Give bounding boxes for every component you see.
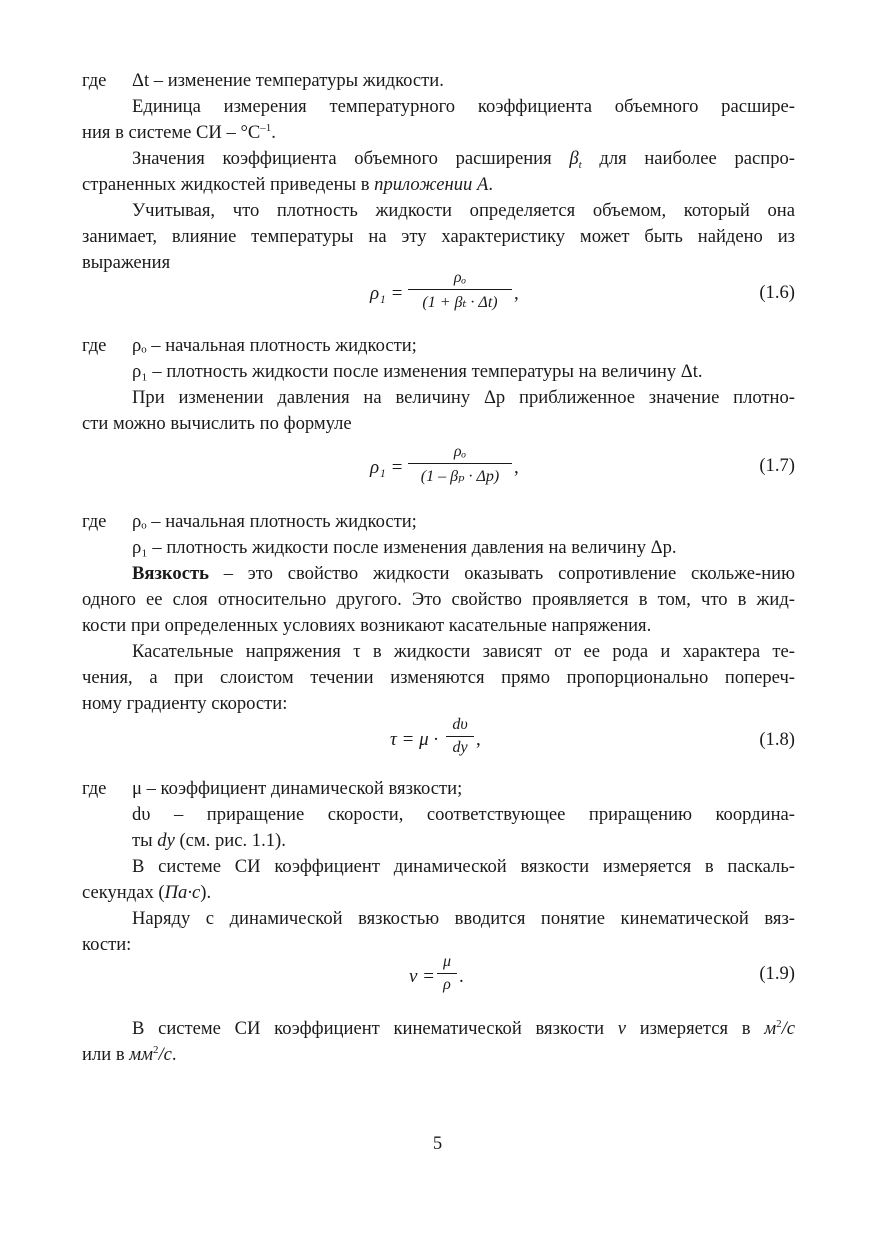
- paragraph-si-kinematic-line-2: или в $мм^2/с$.: [82, 1044, 177, 1065]
- formula-1-8-numerator: dυ: [452, 716, 468, 733]
- fraction-bar: [446, 736, 474, 737]
- paragraph-pressure-line-1: При изменении давления на величину Δp приближенное значение плотно-: [132, 387, 795, 408]
- equation-number-1-7: (1.7): [759, 455, 795, 476]
- paragraph-density-line-3: выражения: [82, 252, 171, 273]
- formula-1-6-lhs: ρ₁ =: [370, 283, 404, 304]
- page-number: 5: [432, 1133, 443, 1154]
- paragraph-shear-line-2: чения, а при слоистом течении изменяются прямо пропорционально попереч-: [82, 667, 795, 688]
- definition-rho-o: ρₒ – начальная плотность жидкости;: [132, 511, 417, 532]
- paragraph-values-line-2: страненных жидкостей приведены в приложении А.: [82, 174, 493, 195]
- paragraph-kinematic-line-1: Наряду с динамической вязкостью вводится понятие кинематической вяз-: [132, 908, 795, 929]
- formula-1-7-fraction: [408, 443, 512, 486]
- paragraph-si-dynamic-line-2: секундах (Па·с).: [82, 882, 212, 903]
- where-label: где: [82, 511, 107, 532]
- paragraph-viscosity-line-3: кости при определенных условиях возникают касательные напряжения.: [82, 615, 652, 636]
- paragraph-viscosity-line-2: одного ее слоя относительно другого. Это свойство проявляется в том, что в жид-: [82, 589, 795, 610]
- where-label: где: [82, 778, 107, 799]
- formula-1-8-lhs: τ = μ ·: [390, 729, 439, 750]
- where-label: где: [82, 335, 107, 356]
- paragraph-unit-line-2: ния в системе СИ – $^\circ C^{-1}$.: [82, 122, 276, 143]
- formula-1-6-denominator: (1 + βₜ · Δt): [422, 294, 498, 311]
- fraction-bar: [408, 463, 512, 464]
- formula-1-7-numerator: ρₒ: [453, 443, 467, 460]
- term-viscosity: Вязкость: [132, 563, 209, 584]
- where-label: где: [82, 70, 107, 91]
- formula-1-9-fraction: [437, 953, 457, 994]
- paragraph-density-line-1: Учитывая, что плотность жидкости определяется объемом, который она: [132, 200, 795, 221]
- paragraph-values-line-1: Значения коэффициента объемного расширения $\beta_t$ для наиболее распро-: [132, 148, 795, 171]
- definition-rho-1-temperature: ρ₁ – плотность жидкости после изменения температуры на величину Δt.: [132, 361, 703, 382]
- paragraph-pressure-line-2: сти можно вычислить по формуле: [82, 413, 352, 434]
- formula-1-6-numerator: ρₒ: [453, 269, 467, 286]
- formula-1-7-denominator: (1 – βₚ · Δp): [420, 468, 500, 485]
- paragraph-shear-line-3: ному градиенту скорости:: [82, 693, 288, 714]
- definition-rho-1-pressure: ρ₁ – плотность жидкости после изменения давления на величину Δp.: [132, 537, 677, 558]
- paragraph-si-dynamic-line-1: В системе СИ коэффициент динамической вязкости измеряется в паскаль-: [132, 856, 795, 877]
- definition-delta-t: Δt – изменение температуры жидкости.: [132, 70, 444, 91]
- formula-1-6-fraction: [408, 269, 512, 312]
- appendix-reference: приложении А: [374, 174, 489, 195]
- equation-number-1-9: (1.9): [759, 963, 795, 984]
- fraction-bar: [408, 289, 512, 290]
- definition-d-upsilon-line-2: ты dy (см. рис. 1.1).: [132, 830, 286, 851]
- definition-mu: μ – коэффициент динамической вязкости;: [132, 778, 463, 799]
- formula-1-9-numerator: μ: [442, 953, 452, 970]
- paragraph-shear-line-1: Касательные напряжения τ в жидкости зависят от ее рода и характера те-: [132, 641, 795, 662]
- formula-1-9-lhs: ν =: [409, 966, 436, 987]
- fraction-bar: [437, 973, 457, 974]
- formula-1-8-denominator: dy: [452, 739, 468, 756]
- paragraph-unit-line-1: Единица измерения температурного коэффициента объемного расшире-: [132, 96, 795, 117]
- paragraph-density-line-2: занимает, влияние температуры на эту характеристику может быть найдено из: [82, 226, 795, 247]
- formula-1-7-lhs: ρ₁ =: [370, 457, 404, 478]
- equation-number-1-8: (1.8): [759, 729, 795, 750]
- definition-d-upsilon-line-1: dυ – приращение скорости, соответствующее приращению координа-: [132, 804, 795, 825]
- formula-1-9-denominator: ρ: [443, 976, 451, 993]
- document-page: где Δt – изменение температуры жидкости. Единица измерения температурного коэффициента объемного расшире- ния в системе СИ – $^\circ C^{-1}$. Значения коэффициента объемного расширения $\beta_t$ для наиболее распро- страненных жидкостей приведены в приложении А. Учитывая, что плотность жидкости определяется объемом, который она занимает, влияние температуры на эту характеристику может быть найдено из выражения ρ₁ = ρₒ (1 + βₜ · Δt) , (1.6) где ρₒ – начальная плотность жидкости; ρ₁ – плотность жидкости после изменения температуры на величину Δt. При изменении давления на величину Δp приближенное значение плотно- сти можно вычислить по формуле ρ₁ = ρₒ (1 – βₚ · Δp) , (1.7) где ρₒ – начальная плотность жидкости; ρ₁ – плотность жидкости после изменения давления на величину Δp. Вязкость – это свойство жидкости оказывать сопротивление скольже-нию одного ее слоя относительно другого. Это свойство проявляется в том, что в жид- кости при определенных условиях возникают касательные напряжения. Касательные напряжения τ в жидкости зависят от ее рода и характера те- чения, а при слоистом течении изменяются прямо пропорционально попереч- ному градиенту скорости: τ = μ · dυ dy , (1.8) где μ – коэффициент динамической вязкости; dυ – приращение скорости, соответствующее приращению координа- ты dy (см. рис. 1.1). В системе СИ коэффициент динамической вязкости измеряется в паскаль- секундах (Па·с). Наряду с динамической вязкостью вводится понятие кинематической вяз- кости: ν = μ ρ . (1.9) В системе СИ коэффициент кинематической вязкости ν измеряется в $м^2/с$ или в $мм^2/с$. 5: [0, 0, 875, 1241]
- paragraph-kinematic-line-2: кости:: [82, 934, 132, 955]
- paragraph-si-kinematic-line-1: В системе СИ коэффициент кинематической вязкости ν измеряется в $м^2/с$: [132, 1018, 795, 1039]
- definition-rho-o: ρₒ – начальная плотность жидкости;: [132, 335, 417, 356]
- paragraph-viscosity-line-1: Вязкость – это свойство жидкости оказывать сопротивление скольже-нию: [132, 563, 795, 584]
- formula-1-8-fraction: [446, 716, 474, 757]
- equation-number-1-6: (1.6): [759, 282, 795, 303]
